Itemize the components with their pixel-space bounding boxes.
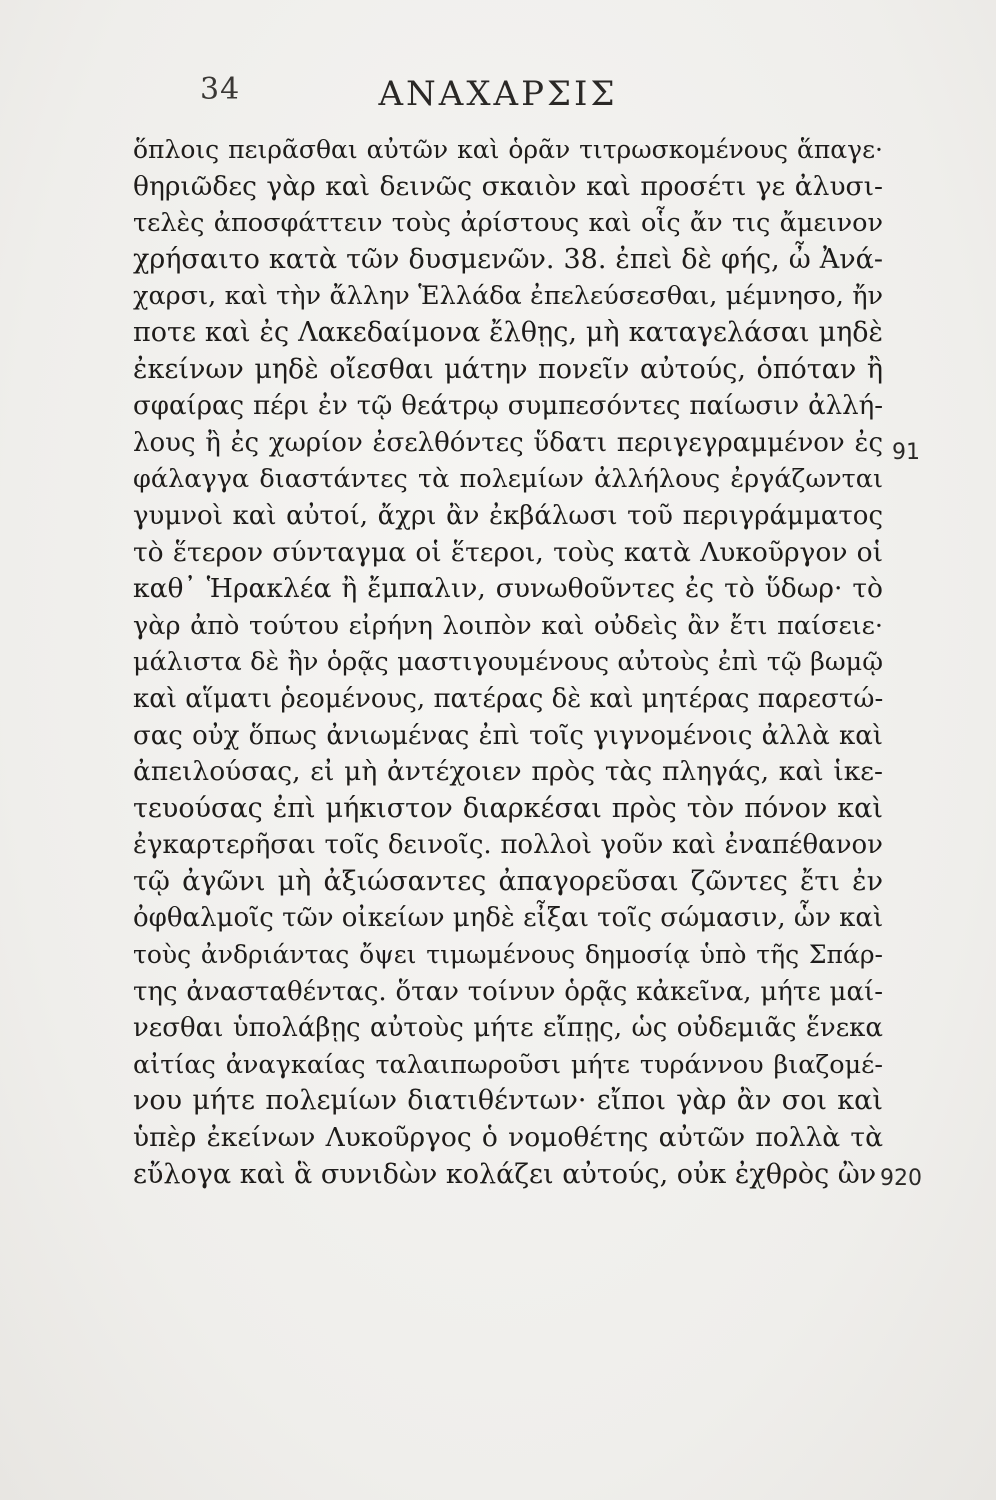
text-line: ἀπειλούσας, εἰ μὴ ἀντέχοιεν πρὸς τὰς πληγάς, καὶ ἱκε- bbox=[133, 756, 883, 788]
text-line: ὀφθαλμοῖς τῶν οἰκείων μηδὲ εἶξαι τοῖς σώμασιν, ὧν καὶ bbox=[133, 903, 884, 934]
text-line: τοὺς ἀνδριάντας ὄψει τιμωμένους δημοσίᾳ ὑπὸ τῆς Σπάρ- bbox=[133, 940, 883, 970]
text-line: φάλαγγα διαστάντες τὰ πολεμίων ἀλλήλους ἐργάζωνται bbox=[133, 464, 883, 495]
text-line: θηριῶδες γὰρ καὶ δεινῶς σκαιὸν καὶ προσέτι γε ἀλυσι- bbox=[133, 170, 883, 202]
text-line: σας οὐχ ὅπως ἀνιωμένας ἐπὶ τοῖς γιγνομένοις ἀλλὰ καὶ bbox=[133, 720, 883, 751]
text-line: καθ᾽ Ἡρακλέα ἢ ἔμπαλιν, συνωθοῦντες ἐς τὸ ὕδωρ· τὸ bbox=[133, 573, 883, 605]
text-line: ἐκείνων μηδὲ οἴεσθαι μάτην πονεῖν αὐτούς, ὁπόταν ἢ bbox=[133, 353, 883, 385]
page-header bbox=[0, 72, 996, 122]
text-line: χαρσι, καὶ τὴν ἄλλην Ἑλλάδα ἐπελεύσεσθαι, μέμνησο, ἤν bbox=[133, 281, 883, 312]
margin-line-number: 91 bbox=[892, 440, 920, 465]
text-line: σφαίρας πέρι ἐν τῷ θεάτρῳ συμπεσόντες παίωσιν ἀλλή- bbox=[133, 391, 883, 422]
text-line: εὔλογα καὶ ἃ συνιδὼν κολάζει αὐτούς, οὐκ ἐχθρὸς ὢν bbox=[133, 1158, 877, 1190]
text-line: ὑπὲρ ἐκείνων Λυκοῦργος ὁ νομοθέτης αὐτῶν πολλὰ τὰ bbox=[133, 1122, 883, 1154]
text-line: τελὲς ἀποσφάττειν τοὺς ἀρίστους καὶ οἷς ἄν τις ἄμεινον bbox=[133, 208, 883, 239]
text-line: τευούσας ἐπὶ μήκιστον διαρκέσαι πρὸς τὸν πόνον καὶ bbox=[133, 792, 883, 824]
text-line: γὰρ ἀπὸ τούτου εἰρήνη λοιπὸν καὶ οὐδεὶς ἂν ἔτι παίσειε· bbox=[133, 610, 883, 641]
text-line: τῷ ἀγῶνι μὴ ἀξιώσαντες ἀπαγορεῦσαι ζῶντες ἔτι ἐν bbox=[133, 865, 883, 897]
text-line: καὶ αἵματι ῥεομένους, πατέρας δὲ καὶ μητέρας παρεστώ- bbox=[133, 683, 884, 714]
page-number: 34 bbox=[200, 72, 241, 107]
text-line: γυμνοὶ καὶ αὐτοί, ἄχρι ἂν ἐκβάλωσι τοῦ περιγράμματος bbox=[133, 500, 883, 531]
text-line: ἐγκαρτερῆσαι τοῖς δεινοῖς. πολλοὶ γοῦν καὶ ἐναπέθανον bbox=[133, 830, 883, 861]
text-line: τὸ ἕτερον σύνταγμα οἱ ἕτεροι, τοὺς κατὰ Λυκοῦργον οἱ bbox=[133, 536, 883, 568]
running-title: ΑΝΑΧΑΡΣΙΣ bbox=[378, 74, 618, 114]
text-line: νεσθαι ὑπολάβῃς αὐτοὺς μήτε εἴπῃς, ὡς οὐδεμιᾶς ἕνεκα bbox=[133, 1013, 883, 1044]
text-line: ποτε καὶ ἐς Λακεδαίμονα ἔλθῃς, μὴ καταγελάσαι μηδὲ bbox=[133, 316, 883, 348]
margin-line-number: 920 bbox=[880, 1166, 922, 1191]
text-line: νου μήτε πολεμίων διατιθέντων· εἴποι γὰρ ἂν σοι καὶ bbox=[133, 1085, 883, 1117]
text-line: της ἀνασταθέντας. ὅταν τοίνυν ὁρᾷς κἀκεῖνα, μήτε μαί- bbox=[133, 976, 883, 1007]
text-line: μάλιστα δὲ ἢν ὁρᾷς μαστιγουμένους αὐτοὺς ἐπὶ τῷ βωμῷ bbox=[133, 647, 883, 678]
body-text bbox=[133, 132, 883, 1193]
text-line: χρήσαιτο κατὰ τῶν δυσμενῶν. 38. ἐπεὶ δὲ φής, ὦ Ἀνά- bbox=[133, 243, 883, 275]
text-line: λους ἢ ἐς χωρίον ἐσελθόντες ὕδατι περιγεγραμμένον ἐς bbox=[133, 427, 883, 458]
text-line: ὅπλοις πειρᾶσθαι αὐτῶν καὶ ὁρᾶν τιτρωσκομένους ἅπαγε· bbox=[133, 135, 883, 164]
text-line: αἰτίας ἀναγκαίας ταλαιπωροῦσι μήτε τυράννου βιαζομέ- bbox=[133, 1049, 883, 1080]
